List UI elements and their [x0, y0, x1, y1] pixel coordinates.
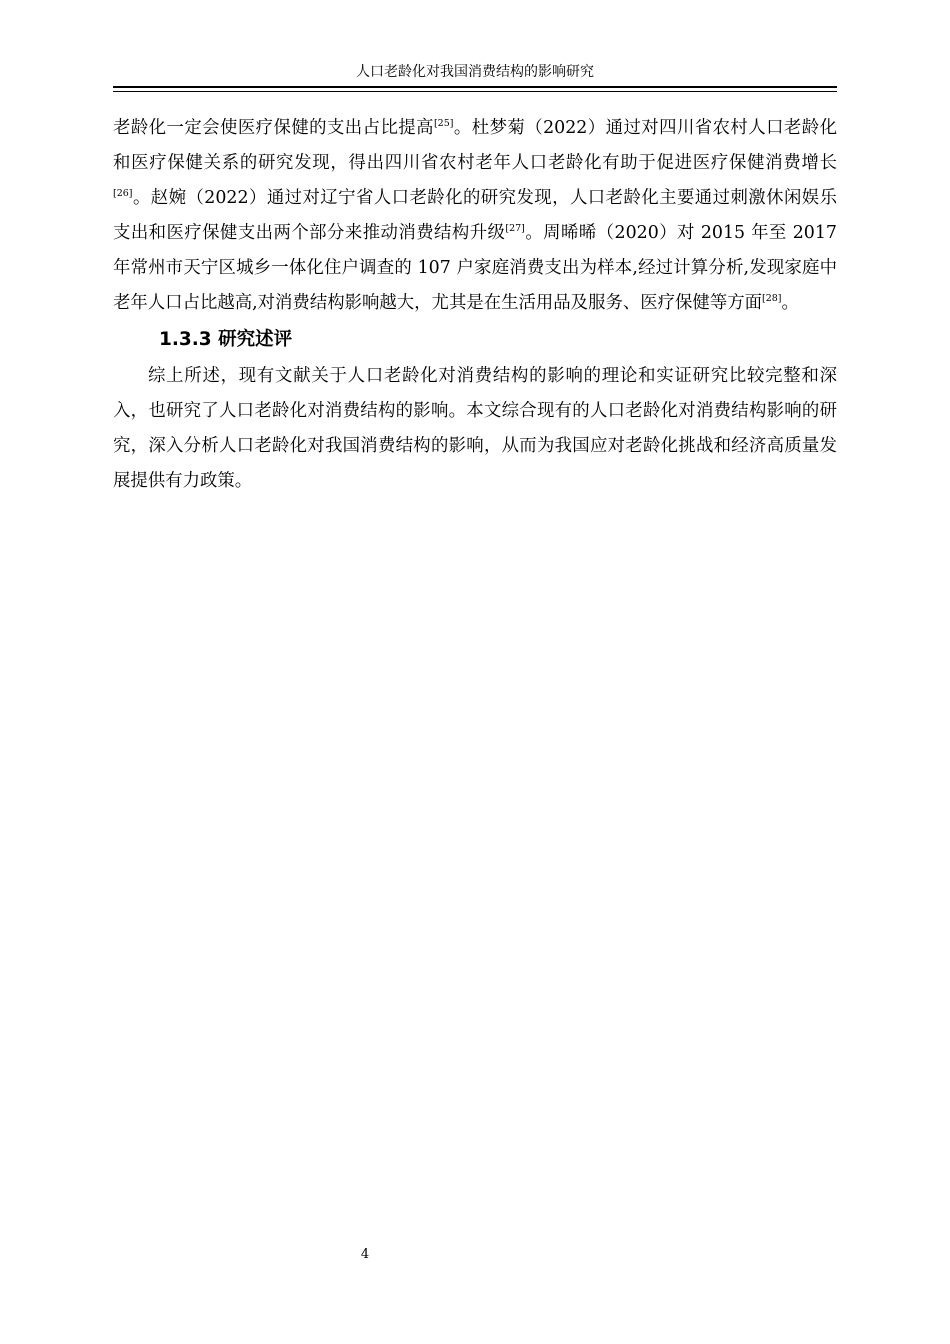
page-number: 4 — [360, 1247, 370, 1262]
para1-text-5: 。 — [781, 293, 799, 313]
para1-text-2: 。杜梦菊（2022）通过对四川省农村人口老龄化和医疗保健关系的研究发现，得出四川省农村老年人口老龄化有助于促进医疗保健消费增长 — [113, 118, 837, 173]
paragraph-review: 综上所述，现有文献关于人口老龄化对消费结构的影响的理论和实证研究比较完整和深入，也研究了人口老龄化对消费结构的影响。本文综合现有的人口老龄化对消费结构影响的研究，深入分析人口老龄化对我国消费结构的影响，从而为我国应对老龄化挑战和经济高质量发展提供有力政策。 — [113, 366, 837, 491]
citation-25: [25] — [433, 118, 454, 129]
para1-text-4: 。周晞晞（2020）对 2015 年至 2017 年常州市天宁区城乡一体化住户调查的 107 户家庭消费支出为样本,经过计算分析,发现家庭中老年人口占比越高,对消费结构影响越大，尤其是在生活用品及服务、医疗保健等方面 — [113, 223, 837, 313]
citation-28: [28] — [762, 293, 782, 304]
para1-text-3: 。赵婉（2022）通过对辽宁省人口老龄化的研究发现，人口老龄化主要通过刺激休闲娱乐支出和医疗保健支出两个部分来推动消费结构升级 — [113, 188, 837, 243]
citation-26: [26] — [113, 188, 133, 199]
paragraph-continued — [113, 111, 837, 321]
section-heading: 1.3.3 研究述评 — [159, 329, 293, 350]
page-body — [113, 111, 837, 499]
citation-27: [27] — [505, 223, 525, 234]
running-header: 人口老龄化对我国消费结构的影响研究 — [356, 64, 594, 80]
header-rule-thick — [113, 86, 837, 88]
header-rule-thin — [113, 91, 837, 92]
para1-text-1: 老龄化一定会使医疗保健的支出占比提高 — [113, 118, 434, 138]
